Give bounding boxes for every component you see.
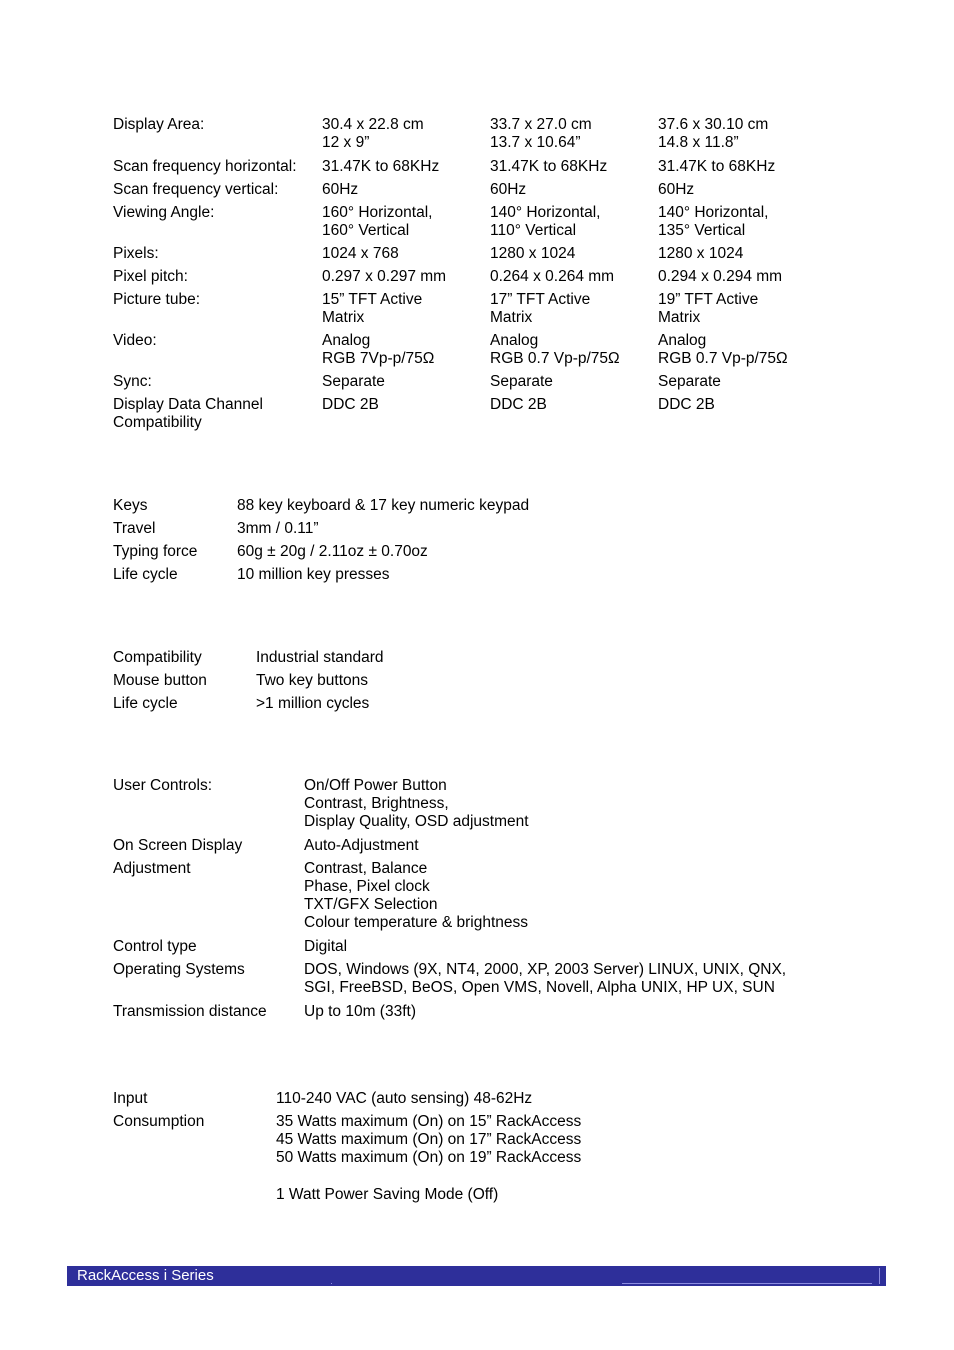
spec-value-line: 60Hz — [490, 181, 527, 198]
spec-label-line: Display Data Channel — [113, 396, 263, 413]
kvm-row-2-value — [304, 860, 528, 932]
spec-label-line: Compatibility — [113, 414, 202, 431]
spec-value-line: 15” TFT Active — [322, 291, 423, 308]
display-row-2-c1 — [322, 181, 358, 199]
spec-value-line: 31.47K to 68KHz — [490, 158, 608, 175]
spec-label-line: Pixel pitch: — [113, 268, 188, 285]
spec-value-line: DDC 2B — [322, 396, 379, 413]
display-row-6-c3 — [658, 291, 758, 327]
spec-value-line: 19” TFT Active — [658, 291, 759, 308]
spec-value-line: DDC 2B — [490, 396, 547, 413]
spec-value-line: SGI, FreeBSD, BeOS, Open VMS, Novell, Alpha UNIX, HP UX, SUN — [304, 979, 775, 996]
display-row-9-label — [113, 396, 263, 432]
spec-label-line: Video: — [113, 332, 157, 349]
spec-label-line: Scan frequency vertical: — [113, 181, 279, 198]
display-row-9-c3 — [658, 396, 715, 414]
display-row-0-label — [113, 116, 204, 134]
keyboard-row-1-value — [237, 520, 319, 538]
display-row-3-c3 — [658, 204, 768, 240]
kvm-row-3-value — [304, 938, 347, 956]
spec-value-line: RGB 0.7 Vp-p/75Ω — [490, 350, 620, 367]
spec-value-line: DDC 2B — [658, 396, 715, 413]
display-row-9-c1 — [322, 396, 379, 414]
spec-value-line: 1280 x 1024 — [658, 245, 744, 262]
spec-value-line: On/Off Power Button — [304, 777, 447, 794]
display-row-7-c1 — [322, 332, 434, 368]
spec-value-line: 88 key keyboard & 17 key numeric keypad — [237, 497, 530, 514]
keyboard-row-3-label — [113, 566, 178, 584]
kvm-row-1-value — [304, 837, 419, 855]
kvm-row-0-label — [113, 777, 212, 795]
display-row-1-c2 — [490, 158, 607, 176]
spec-label-line: Display Area: — [113, 116, 205, 133]
spec-value-line: Matrix — [322, 309, 365, 326]
spec-value-line: 35 Watts maximum (On) on 15” RackAccess — [276, 1113, 582, 1130]
display-row-5-c3 — [658, 268, 782, 286]
keyboard-row-2-value — [237, 543, 428, 561]
spec-label-line: Input — [113, 1090, 148, 1107]
keyboard-row-1-label — [113, 520, 156, 538]
spec-value-line: 37.6 x 30.10 cm — [658, 116, 769, 133]
spec-value-line: Separate — [658, 373, 721, 390]
display-row-6-c2 — [490, 291, 590, 327]
display-row-8-c2 — [490, 373, 553, 391]
display-row-5-label — [113, 268, 188, 286]
spec-value-line: Industrial standard — [256, 649, 384, 666]
spec-value-line: 50 Watts maximum (On) on 19” RackAccess — [276, 1149, 582, 1166]
footer-title: RackAccess i Series — [77, 1267, 214, 1284]
kvm-row-0-value — [304, 777, 529, 831]
display-row-4-c2 — [490, 245, 575, 263]
spec-value-line: Matrix — [658, 309, 701, 326]
spec-label-line: Travel — [113, 520, 156, 537]
spec-value-line: 1280 x 1024 — [490, 245, 576, 262]
mouse-row-0-value — [256, 649, 384, 667]
power-row-0-label — [113, 1090, 147, 1108]
spec-label-line: Adjustment — [113, 860, 191, 877]
spec-value-line: 12 x 9” — [322, 134, 370, 151]
kvm-row-5-label — [113, 1003, 267, 1021]
display-row-3-c1 — [322, 204, 432, 240]
display-row-5-c1 — [322, 268, 446, 286]
spec-value-line: 160° Vertical — [322, 222, 410, 239]
power-row-0-value — [276, 1090, 532, 1108]
spec-value-line: Phase, Pixel clock — [304, 878, 430, 895]
spec-value-line: 1024 x 768 — [322, 245, 399, 262]
kvm-row-4-label — [113, 961, 245, 979]
spec-value-line: 140° Horizontal, — [658, 204, 769, 221]
spec-value-line: Two key buttons — [256, 672, 369, 689]
spec-value-line: RGB 7Vp-p/75Ω — [322, 350, 435, 367]
spec-label-line: Sync: — [113, 373, 152, 390]
display-row-3-label — [113, 204, 214, 222]
footer-tick — [879, 1268, 880, 1284]
kvm-row-5-value — [304, 1003, 416, 1021]
spec-value-line: 60g ± 20g / 2.11oz ± 0.70oz — [237, 543, 428, 560]
display-row-3-c2 — [490, 204, 600, 240]
display-row-4-c3 — [658, 245, 743, 263]
mouse-row-1-label — [113, 672, 207, 690]
spec-value-line: 14.8 x 11.8” — [658, 134, 739, 151]
power-saving-note: 1 Watt Power Saving Mode (Off) — [276, 1186, 499, 1203]
display-row-7-c3 — [658, 332, 788, 368]
spec-label-line: User Controls: — [113, 777, 213, 794]
spec-value-line: Auto-Adjustment — [304, 837, 419, 854]
keyboard-row-3-value — [237, 566, 389, 584]
display-row-2-c3 — [658, 181, 694, 199]
spec-value-line: Digital — [304, 938, 348, 955]
kvm-row-4-value — [304, 961, 786, 997]
kvm-row-3-label — [113, 938, 197, 956]
spec-value-line: Contrast, Brightness, — [304, 795, 449, 812]
spec-value-line: 13.7 x 10.64” — [490, 134, 581, 151]
spec-label-line: Life cycle — [113, 695, 178, 712]
spec-value-line: Matrix — [490, 309, 533, 326]
display-row-8-c3 — [658, 373, 721, 391]
spec-value-line: 10 million key presses — [237, 566, 390, 583]
spec-label-line: Scan frequency horizontal: — [113, 158, 297, 175]
spec-value-line: Colour temperature & brightness — [304, 914, 529, 931]
spec-value-line: 60Hz — [322, 181, 359, 198]
display-row-6-label — [113, 291, 200, 309]
spec-label-line: Transmission distance — [113, 1003, 267, 1020]
power-row-1-value — [276, 1113, 581, 1167]
spec-value-line: Separate — [322, 373, 385, 390]
spec-label-line: Typing force — [113, 543, 198, 560]
spec-value-line: 110° Vertical — [490, 222, 577, 239]
spec-label-line: Mouse button — [113, 672, 207, 689]
spec-label-line: Compatibility — [113, 649, 202, 666]
spec-value-line: 140° Horizontal, — [490, 204, 601, 221]
display-row-1-label — [113, 158, 297, 176]
mouse-row-1-value — [256, 672, 368, 690]
spec-value-line: Display Quality, OSD adjustment — [304, 813, 529, 830]
display-row-0-c2 — [490, 116, 592, 152]
display-row-4-label — [113, 245, 159, 263]
spec-label-line: Control type — [113, 938, 197, 955]
display-row-1-c3 — [658, 158, 775, 176]
spec-label-line: Pixels: — [113, 245, 159, 262]
display-row-7-label — [113, 332, 157, 350]
spec-value-line: Analog — [490, 332, 539, 349]
display-row-8-label — [113, 373, 152, 391]
display-row-9-c2 — [490, 396, 547, 414]
mouse-row-2-value — [256, 695, 369, 713]
spec-value-line: 160° Horizontal, — [322, 204, 433, 221]
spec-value-line: DOS, Windows (9X, NT4, 2000, XP, 2003 Server) LINUX, UNIX, QNX, — [304, 961, 787, 978]
spec-label-line: Picture tube: — [113, 291, 201, 308]
spec-label-line: On Screen Display — [113, 837, 243, 854]
kvm-row-1-label — [113, 837, 242, 855]
spec-value-line: 31.47K to 68KHz — [658, 158, 776, 175]
spec-value-line: TXT/GFX Selection — [304, 896, 438, 913]
spec-label-line: Viewing Angle: — [113, 204, 215, 221]
spec-label-line: Keys — [113, 497, 148, 514]
mouse-row-0-label — [113, 649, 202, 667]
spec-value-line: 45 Watts maximum (On) on 17” RackAccess — [276, 1131, 582, 1148]
display-row-0-c3 — [658, 116, 768, 152]
spec-label-line: Consumption — [113, 1113, 205, 1130]
spec-value-line: 33.7 x 27.0 cm — [490, 116, 592, 133]
spec-value-line: 0.294 x 0.294 mm — [658, 268, 783, 285]
mouse-row-2-label — [113, 695, 178, 713]
spec-value-line: Analog — [322, 332, 371, 349]
display-row-0-c1 — [322, 116, 424, 152]
spec-value-line: Contrast, Balance — [304, 860, 428, 877]
display-row-6-c1 — [322, 291, 422, 327]
spec-value-line: 3mm / 0.11” — [237, 520, 319, 537]
spec-value-line: 30.4 x 22.8 cm — [322, 116, 424, 133]
spec-value-line: 60Hz — [658, 181, 695, 198]
display-row-7-c2 — [490, 332, 620, 368]
footer-rule — [622, 1283, 872, 1284]
spec-label-line: Life cycle — [113, 566, 178, 583]
footer-bar — [67, 1266, 886, 1286]
display-row-1-c1 — [322, 158, 439, 176]
display-row-2-c2 — [490, 181, 526, 199]
spec-value-line: 135° Vertical — [658, 222, 746, 239]
spec-label-line: Operating Systems — [113, 961, 245, 978]
keyboard-row-2-label — [113, 543, 197, 561]
spec-value-line: Up to 10m (33ft) — [304, 1003, 416, 1020]
display-row-4-c1 — [322, 245, 399, 263]
kvm-row-2-label — [113, 860, 191, 878]
spec-value-line: 0.297 x 0.297 mm — [322, 268, 447, 285]
display-row-8-c1 — [322, 373, 385, 391]
spec-value-line: >1 million cycles — [256, 695, 370, 712]
keyboard-row-0-value — [237, 497, 529, 515]
keyboard-row-0-label — [113, 497, 147, 515]
spec-value-line: 17” TFT Active — [490, 291, 591, 308]
display-row-2-label — [113, 181, 278, 199]
power-row-1-label — [113, 1113, 204, 1131]
spec-value-line: RGB 0.7 Vp-p/75Ω — [658, 350, 788, 367]
display-row-5-c2 — [490, 268, 614, 286]
spec-value-line: Analog — [658, 332, 707, 349]
spec-value-line: 110-240 VAC (auto sensing) 48-62Hz — [276, 1090, 533, 1107]
spec-value-line: Separate — [490, 373, 553, 390]
spec-value-line: 0.264 x 0.264 mm — [490, 268, 615, 285]
spec-value-line: 31.47K to 68KHz — [322, 158, 440, 175]
